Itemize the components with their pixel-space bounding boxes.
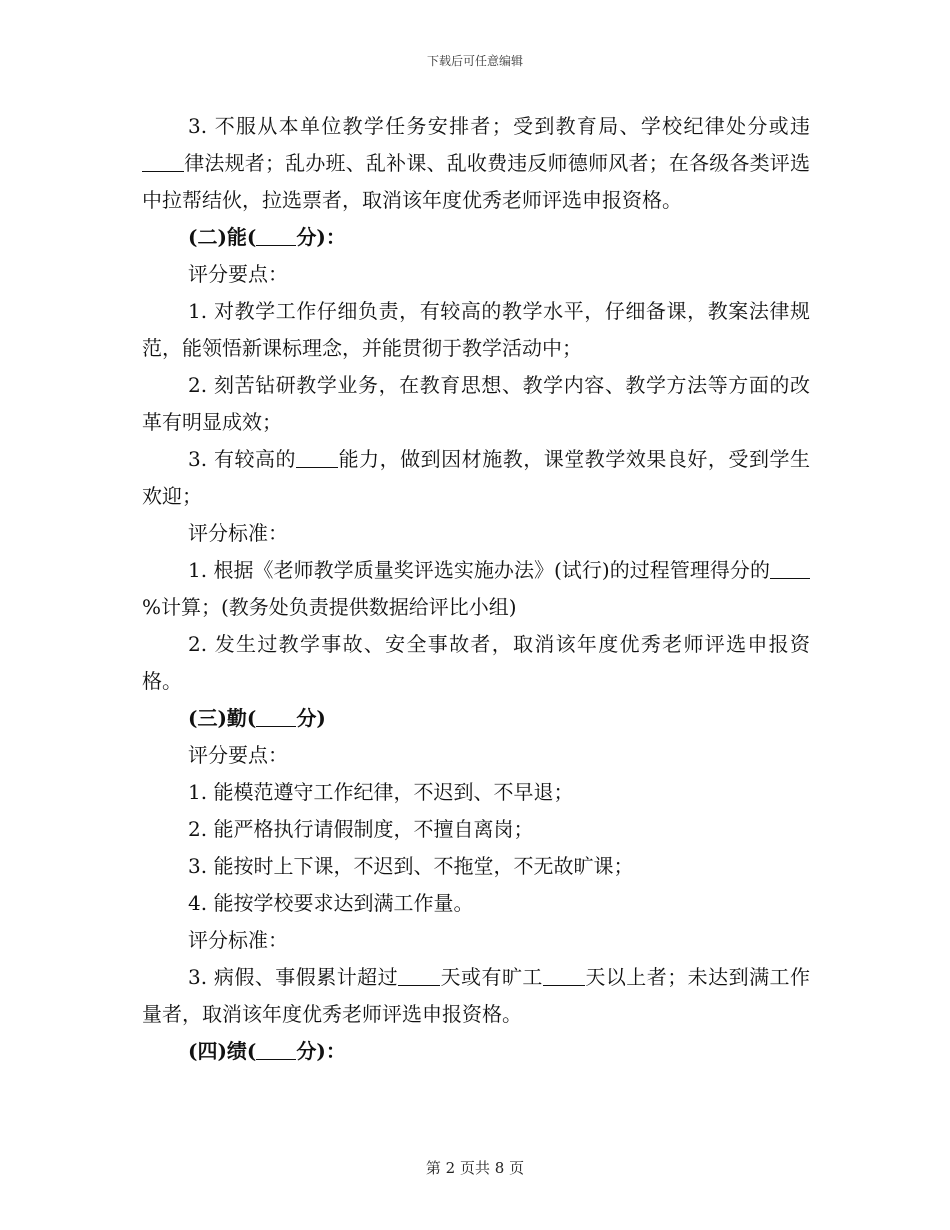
paragraph: [142, 959, 810, 1033]
fill-blank: [256, 706, 296, 727]
text-run: 1. 根据《老师教学质量奖评选实施办法》(试行)的过程管理得分的: [188, 558, 770, 582]
text-run: (三)勤(: [188, 706, 257, 730]
fill-blank: [256, 225, 296, 246]
text-run: 3. 不服从本单位教学任务安排者；受到教育局、学校纪律处分或违: [188, 114, 810, 138]
paragraph: 评分标准：: [188, 928, 288, 952]
fill-blank: [256, 1039, 296, 1060]
text-run: 分): [296, 706, 326, 730]
paragraph: 评分标准：: [188, 521, 288, 545]
text-run: 3. 有较高的: [188, 447, 297, 471]
paragraph: 2. 刻苦钻研教学业务，在教育思想、教学内容、教学方法等方面的改革有明显成效；: [142, 373, 810, 434]
fill-blank: [770, 558, 810, 579]
paragraph: 2. 发生过教学事故、安全事故者，取消该年度优秀老师评选申报资格。: [142, 632, 810, 693]
text-run: 天或有旷工: [440, 965, 543, 989]
paragraph: 4. 能按学校要求达到满工作量。: [188, 891, 474, 915]
paragraph: 1. 对教学工作仔细负责，有较高的教学水平，仔细备课，教案法律规范，能领悟新课标理念，并能贯彻于教学活动中；: [142, 299, 810, 360]
text-run: (二)能(: [188, 225, 257, 249]
text-run: 律法规者；乱办班、乱补课、乱收费违反师德师风者；在各级各类评选中拉帮结伙，拉选票者，取消该年度优秀老师评选申报资格。: [142, 151, 810, 212]
paragraph: 2. 能严格执行请假制度，不擅自离岗；: [188, 817, 534, 841]
paragraph: 评分要点：: [188, 262, 288, 286]
text-run: 3. 病假、事假累计超过: [188, 965, 399, 989]
fill-blank: [398, 965, 440, 986]
text-run: %计算；(教务处负责提供数据给评比小组): [142, 595, 517, 619]
paragraph: 1. 能模范遵守工作纪律，不迟到、不早退；: [188, 780, 574, 804]
page-number: 第 2 页共 8 页: [425, 1159, 525, 1177]
text-run: 天以上者；未达到满工作量者，取消该年度优秀老师评选申报资格。: [142, 965, 811, 1026]
text-run: 分)：: [296, 225, 346, 249]
paragraph: [142, 552, 810, 626]
paragraph: 评分要点：: [188, 743, 288, 767]
fill-blank: [142, 151, 184, 172]
text-run: (四)绩(: [188, 1039, 257, 1063]
section-heading: [142, 1033, 810, 1070]
document-body: [142, 108, 810, 1070]
text-run: 能力，做到因材施教，课堂教学效果良好，受到学生欢迎；: [142, 447, 810, 508]
paragraph: [142, 441, 810, 515]
section-heading: [142, 700, 810, 737]
fill-blank: [296, 447, 338, 468]
text-run: 分)：: [296, 1039, 346, 1063]
paragraph: [142, 108, 810, 219]
paragraph: 3. 能按时上下课，不迟到、不拖堂，不无故旷课；: [188, 854, 634, 878]
page-header: 下载后可任意编辑: [426, 54, 523, 68]
fill-blank: [543, 965, 585, 986]
section-heading: [142, 219, 810, 256]
